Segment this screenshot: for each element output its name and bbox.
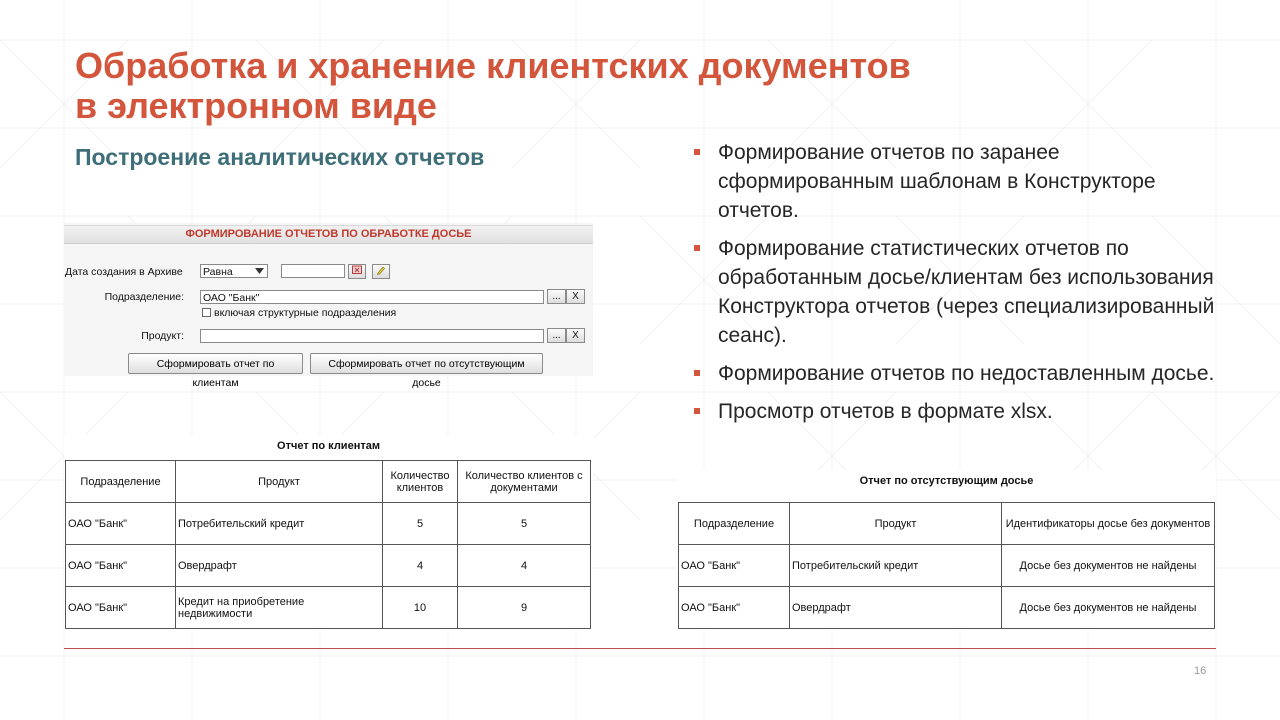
product-clear-button[interactable]: X (566, 328, 585, 343)
report-form-header: ФОРМИРОВАНИЕ ОТЧЕТОВ ПО ОБРАБОТКЕ ДОСЬЕ (64, 225, 593, 244)
bullet-text: Формирование статистических отчетов по обработанным досье/клиентам без использования Конструктора отчетов (через специализированный сеанс). (718, 237, 1215, 347)
date-input[interactable] (281, 264, 345, 278)
column-header: Количество клиентов (383, 461, 458, 503)
bullet-item (692, 397, 1232, 426)
cell-product: Овердрафт (790, 587, 1002, 629)
table-row (66, 503, 591, 545)
cell-product: Кредит на приобретение недвижимости (176, 587, 383, 629)
bullet-square-icon (694, 370, 700, 376)
bullet-text: Формирование отчетов по недоставленным досье. (718, 362, 1215, 385)
clients-report (64, 434, 593, 630)
include-subdivisions-label: включая структурные подразделения (214, 307, 397, 319)
column-header: Идентификаторы досье без документов (1002, 503, 1215, 545)
cell-division: ОАО "Банк" (66, 545, 176, 587)
column-header: Продукт (790, 503, 1002, 545)
product-browse-button[interactable]: ... (547, 328, 566, 343)
slide-title-line1: Обработка и хранение клиентских документов (75, 45, 911, 86)
calendar-button[interactable] (348, 264, 366, 279)
cell-division: ОАО "Банк" (679, 587, 790, 629)
cell-division: ОАО "Банк" (66, 587, 176, 629)
column-header: Подразделение (66, 461, 176, 503)
bullet-item (692, 138, 1232, 225)
division-label: Подразделение: (104, 291, 184, 303)
include-subdivisions-checkbox[interactable] (202, 308, 211, 317)
table-row (66, 545, 591, 587)
report-form (64, 223, 593, 389)
bullet-item (692, 359, 1232, 388)
cell-product: Потребительский кредит (790, 545, 1002, 587)
table-row (66, 587, 591, 629)
division-clear-button[interactable]: X (566, 289, 585, 304)
cell-product: Потребительский кредит (176, 503, 383, 545)
slide-title (75, 46, 911, 126)
cell-clients: 5 (383, 503, 458, 545)
cell-division: ОАО "Банк" (679, 545, 790, 587)
cell-clients-with-docs: 5 (458, 503, 591, 545)
chevron-down-icon (255, 268, 264, 275)
table-row (679, 587, 1215, 629)
cell-clients-with-docs: 9 (458, 587, 591, 629)
missing-report-table (678, 502, 1215, 629)
cell-product: Овердрафт (176, 545, 383, 587)
date-operator-select[interactable] (200, 264, 268, 278)
clients-report-table (65, 460, 591, 629)
date-operator-value: Равна (203, 266, 233, 278)
slide-title-line2: в электронном виде (75, 85, 437, 126)
footer-divider (64, 648, 1216, 649)
bullet-square-icon (694, 149, 700, 155)
table-header-row (66, 461, 591, 503)
bullet-text: Просмотр отчетов в формате xlsx. (718, 400, 1053, 423)
apply-date-button[interactable] (372, 264, 390, 279)
bullet-square-icon (694, 408, 700, 414)
clients-report-title: Отчет по клиентам (277, 440, 380, 452)
column-header: Продукт (176, 461, 383, 503)
page-number: 16 (1194, 665, 1207, 677)
missing-report-button[interactable]: Сформировать отчет по отсутствующим досье (310, 353, 543, 374)
cell-division: ОАО "Банк" (66, 503, 176, 545)
pencil-icon (376, 265, 386, 275)
table-row (679, 545, 1215, 587)
cell-clients: 10 (383, 587, 458, 629)
cell-clients: 4 (383, 545, 458, 587)
bullet-item (692, 234, 1232, 350)
table-header-row (679, 503, 1215, 545)
missing-report-title: Отчет по отсутствующим досье (859, 475, 1034, 487)
division-input[interactable]: ОАО "Банк" (200, 290, 544, 304)
product-input[interactable] (200, 329, 544, 343)
column-header: Подразделение (679, 503, 790, 545)
division-browse-button[interactable]: ... (547, 289, 566, 304)
missing-report (677, 470, 1216, 630)
bullet-list (692, 138, 1232, 435)
product-label: Продукт: (141, 330, 184, 342)
slide-subtitle: Построение аналитических отчетов (75, 144, 485, 170)
bullet-text: Формирование отчетов по заранее сформированным шаблонам в Конструкторе отчетов. (718, 141, 1156, 222)
cell-dossier-ids: Досье без документов не найдены (1002, 545, 1215, 587)
clients-report-button[interactable]: Сформировать отчет по клиентам (128, 353, 303, 374)
date-label: Дата создания в Архиве (65, 266, 183, 278)
calendar-icon (352, 265, 362, 274)
column-header: Количество клиентов с документами (458, 461, 591, 503)
cell-clients-with-docs: 4 (458, 545, 591, 587)
cell-dossier-ids: Досье без документов не найдены (1002, 587, 1215, 629)
bullet-square-icon (694, 245, 700, 251)
